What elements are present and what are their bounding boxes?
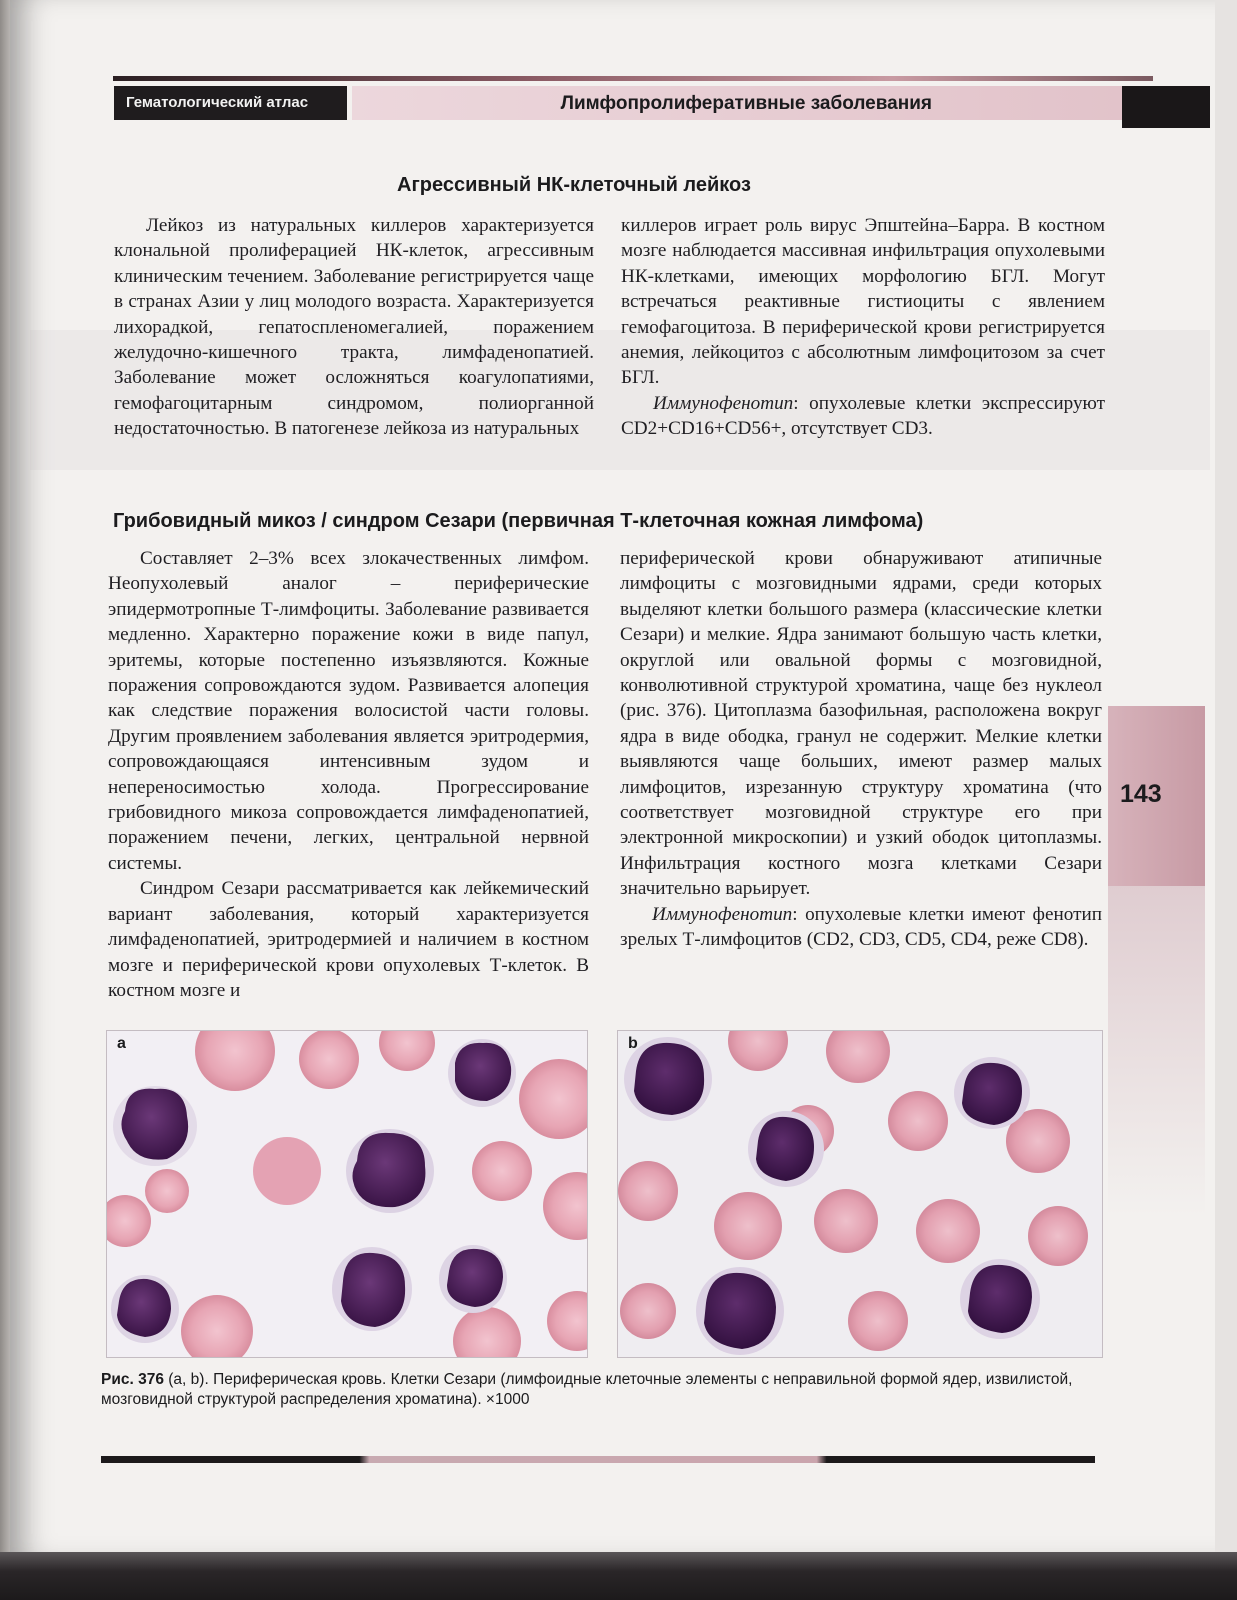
running-header-chapter-title: Лимфопролиферативные заболевания [352,86,1122,120]
figure-caption-number: Рис. 376 [101,1371,164,1388]
section2-right-column [620,546,1102,953]
micrograph-b [617,1030,1103,1358]
immunophenotype-text: : опухолевые клетки имеют фенотип зрелых Т-лимфоцитов (CD2, CD3, CD5, CD4, реже CD8). [620,903,1102,951]
section2-immunophenotype [620,902,1102,953]
figure-caption-text: (a, b). Периферическая кровь. Клетки Сезари (лимфоидные клеточные элементы с неправильной формой ядер, извилистой, мозговидной структурой распределения хроматина). ×1000 [101,1371,1073,1408]
section1-immunophenotype [621,391,1105,442]
running-header-book-title: Гематологический атлас [114,86,347,120]
page-number: 143 [1120,780,1162,808]
scan-bottom-shadow [0,1552,1237,1600]
blood-smear-b-image [618,1031,1102,1357]
section1-paragraph: Лейкоз из натуральных киллеров характеризуется клональной пролиферацией НК-клеток, агрессивным клиническим течением. Заболевание регистрируется чаще в странах Азии у лиц молодого возраста. Характеризуется лихорадкой, гепатоспленомегалией, поражением желудочно-кишечного тракта, лимфаденопатией. Заболевание может осложняться коагулопатиями, гемофагоцитарным синдромом, полиорганной недостаточностью. В патогенезе лейкоза из натуральных [114,215,594,440]
section1-paragraph-cont: киллеров играет роль вирус Эпштейна–Барра. В костном мозге наблюдается массивная инфильтрация опухолевыми НК-клетками, имеющих морфологию БГЛ. Могут встречаться реактивные гистиоциты с явлением гемофагоцитоза. В периферической крови регистрируется анемия, лейкоцитоз с абсолютным лимфоцитозом за счет БГЛ. [621,215,1105,389]
section2-paragraph-1: Составляет 2–3% всех злокачественных лимфом. Неопухолевый аналог – периферические эпидермотропные Т-лимфоциты. Заболевание развивается медленно. Характерно поражение кожи в виде папул, эритемы, которые постепенно изъязвляются. Кожные поражения сопровождаются зудом. Развивается алопеция как следствие поражения волосистой части головы. Другим проявлением заболевания является эритродермия, сопровождающаяся интенсивным зудом и непереносимостью холода. Прогрессирование грибовидного микоза сопровождается лимфаденопатией, поражением печени, легких, центральной нервной системы. [108,548,589,874]
header-rule [113,76,1153,81]
section2-paragraph-cont: периферической крови обнаруживают атипичные лимфоциты с мозговидными ядрами, среди которых выделяют клетки большого размера (классические клетки Сезари) и мелкие. Ядра занимают большую часть клетки, округлой или овальной формы с мозговидной, конволютивной структурой хроматина, чаще без нуклеол (рис. 376). Цитоплазма базофильная, расположена вокруг ядра в виде ободка, гранул не содержит. Мелкие клетки выявляются чаще больших, имеют размер малых лимфоцитов, изрезанную структуру хроматина (что соответствует мозговидной структуре его при электронной микроскопии) и узкий ободок цитоплазмы. Инфильтрация костного мозга клетками Сезари значительно варьирует. [620,548,1102,900]
figure-label-b: b [628,1035,638,1052]
immunophenotype-label: Иммунофенотип [652,903,793,925]
micrograph-a [106,1030,588,1358]
section2-left-column [108,546,589,1003]
blood-smear-a-image [107,1031,587,1357]
header-dark-block [1122,86,1210,128]
immunophenotype-label: Иммунофенотип [653,392,794,414]
section2-paragraph-2: Синдром Сезари рассматривается как лейкемический вариант заболевания, который характеризуется лимфаденопатией, эритродермией и наличием в костном мозге и периферической крови опухолевых Т-клеток. В костном мозге и [108,878,589,1001]
immunophenotype-text: : опухолевые клетки экспрессируют CD2+CD16+CD56+, отсутствует CD3. [621,392,1105,440]
section-title-nk-leukemia: Агрессивный НК-клеточный лейкоз [397,174,751,196]
footer-rule [101,1456,1095,1463]
section1-left-column [114,213,594,442]
section-title-mycosis-fungoides: Грибовидный микоз / синдром Сезари (первичная Т-клеточная кожная лимфома) [113,510,924,532]
chapter-side-tab-fade [1108,886,1205,1216]
figure-caption [101,1370,1111,1410]
figure-label-a: a [117,1035,126,1052]
section1-right-column [621,213,1105,442]
